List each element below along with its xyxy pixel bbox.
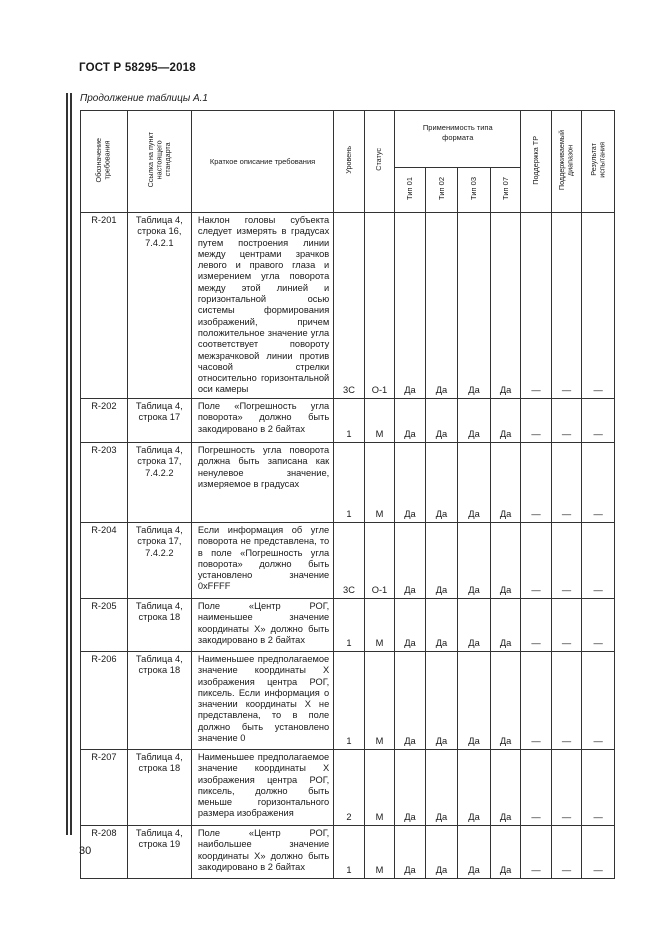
header-type-02: Тип 02 — [425, 168, 458, 213]
document-title: ГОСТ Р 58295—2018 — [79, 62, 196, 74]
requirement-id: R-204 — [81, 523, 128, 599]
type-03-cell: Да — [458, 599, 491, 652]
status-cell: М — [364, 652, 395, 750]
requirement-description: Погрешность угла поворота должна быть записана как ненулевое значение, измеряемое в градусах — [191, 443, 333, 523]
type-03-cell: Да — [458, 750, 491, 826]
type-07-cell: Да — [490, 652, 521, 750]
level-cell: 1 — [334, 652, 365, 750]
standard-reference: Таблица 4, строка 16, 7.4.2.1 — [127, 213, 191, 399]
tr-support-cell: — — [521, 523, 552, 599]
standard-reference: Таблица 4, строка 17, 7.4.2.2 — [127, 443, 191, 523]
tr-support-cell: — — [521, 826, 552, 879]
supported-range-cell: — — [551, 523, 582, 599]
type-03-cell: Да — [458, 399, 491, 443]
requirement-id: R-205 — [81, 599, 128, 652]
type-02-cell: Да — [425, 750, 458, 826]
page-number: 30 — [79, 845, 92, 857]
test-result-cell: — — [582, 213, 615, 399]
type-02-cell: Да — [425, 652, 458, 750]
type-07-cell: Да — [490, 599, 521, 652]
status-cell: М — [364, 750, 395, 826]
tr-support-cell: — — [521, 399, 552, 443]
supported-range-cell: — — [551, 599, 582, 652]
test-result-cell: — — [582, 599, 615, 652]
supported-range-cell: — — [551, 399, 582, 443]
header-type-01: Тип 01 — [395, 168, 426, 213]
standard-reference: Таблица 4, строка 18 — [127, 652, 191, 750]
type-01-cell: Да — [395, 213, 426, 399]
type-07-cell: Да — [490, 750, 521, 826]
type-02-cell: Да — [425, 826, 458, 879]
requirement-id: R-207 — [81, 750, 128, 826]
type-03-cell: Да — [458, 443, 491, 523]
header-standard-reference: Ссылка на пункт настоящего стандарта — [127, 111, 191, 213]
header-tr-support: Поддержка ТР — [521, 111, 552, 213]
status-cell: М — [364, 599, 395, 652]
supported-range-cell: — — [551, 443, 582, 523]
level-cell: 1 — [334, 443, 365, 523]
requirement-description: Поле «Центр РОГ, наименьшее значение координаты X» должно быть закодировано в 2 байтах — [191, 599, 333, 652]
requirement-description: Наклон головы субъекта следует измерять в градусах путем построения линии между центрами зрачков левого и правого глаза и измерением угла поворота между этой линией и горизонтальной осью системы формирования изображений, причем положительное значение угла соответствует повороту межзрачковой линии против часовой стрелки относительно горизонтальной оси камеры — [191, 213, 333, 399]
status-cell: М — [364, 443, 395, 523]
type-07-cell: Да — [490, 213, 521, 399]
tr-support-cell: — — [521, 750, 552, 826]
level-cell: 1 — [334, 399, 365, 443]
header-status: Статус — [364, 111, 395, 213]
requirement-id: R-208 — [81, 826, 128, 879]
requirement-description: Наименьшее предполагаемое значение координаты X изображения центра РОГ, пиксель. Если информация о значении координаты X не представлена, то в поле должно быть установлено значение 0 — [191, 652, 333, 750]
table-row — [81, 826, 615, 879]
table-row — [81, 399, 615, 443]
type-07-cell: Да — [490, 523, 521, 599]
type-02-cell: Да — [425, 443, 458, 523]
level-cell: 3С — [334, 523, 365, 599]
tr-support-cell: — — [521, 213, 552, 399]
level-cell: 1 — [334, 599, 365, 652]
type-01-cell: Да — [395, 443, 426, 523]
header-supported-range: Поддерживаемый диапазон — [551, 111, 582, 213]
header-requirement-id: Обозначение требования — [81, 111, 128, 213]
header-level: Уровень — [334, 111, 365, 213]
test-result-cell: — — [582, 443, 615, 523]
type-01-cell: Да — [395, 826, 426, 879]
status-cell: О-1 — [364, 213, 395, 399]
type-01-cell: Да — [395, 750, 426, 826]
type-02-cell: Да — [425, 213, 458, 399]
standard-reference: Таблица 4, строка 17, 7.4.2.2 — [127, 523, 191, 599]
tr-support-cell: — — [521, 443, 552, 523]
binding-line-right — [70, 93, 72, 835]
header-description: Краткое описание требования — [191, 111, 333, 213]
table-row — [81, 443, 615, 523]
type-02-cell: Да — [425, 599, 458, 652]
type-01-cell: Да — [395, 523, 426, 599]
test-result-cell: — — [582, 826, 615, 879]
test-result-cell: — — [582, 750, 615, 826]
header-type-03: Тип 03 — [458, 168, 491, 213]
tr-support-cell: — — [521, 599, 552, 652]
header-test-result: Результат испытания — [582, 111, 615, 213]
type-07-cell: Да — [490, 826, 521, 879]
type-03-cell: Да — [458, 523, 491, 599]
requirement-id: R-201 — [81, 213, 128, 399]
requirement-id: R-206 — [81, 652, 128, 750]
table-caption: Продолжение таблицы А.1 — [80, 93, 208, 104]
header-format-applicability: Применимость типа формата — [395, 111, 521, 168]
supported-range-cell: — — [551, 750, 582, 826]
table-row — [81, 523, 615, 599]
type-01-cell: Да — [395, 599, 426, 652]
level-cell: 3С — [334, 213, 365, 399]
type-01-cell: Да — [395, 399, 426, 443]
type-03-cell: Да — [458, 213, 491, 399]
standard-reference: Таблица 4, строка 18 — [127, 750, 191, 826]
requirement-description: Наименьшее предполагаемое значение координаты X изображения центра РОГ, пиксель, должно быть меньше горизонтального размера изображения — [191, 750, 333, 826]
standard-reference: Таблица 4, строка 17 — [127, 399, 191, 443]
status-cell: М — [364, 399, 395, 443]
table-row — [81, 213, 615, 399]
table-row — [81, 652, 615, 750]
requirement-description: Если информация об угле поворота не представлена, то в поле «Погрешность угла поворота» должно быть установлено значение 0xFFFF — [191, 523, 333, 599]
requirement-description: Поле «Центр РОГ, наибольшее значение координаты X» должно быть закодировано в 2 байтах — [191, 826, 333, 879]
standard-reference: Таблица 4, строка 18 — [127, 599, 191, 652]
status-cell: О-1 — [364, 523, 395, 599]
level-cell: 2 — [334, 750, 365, 826]
test-result-cell: — — [582, 523, 615, 599]
type-07-cell: Да — [490, 443, 521, 523]
requirements-table — [80, 110, 615, 879]
binding-line-left — [66, 93, 68, 835]
requirement-id: R-202 — [81, 399, 128, 443]
test-result-cell: — — [582, 652, 615, 750]
type-01-cell: Да — [395, 652, 426, 750]
supported-range-cell: — — [551, 213, 582, 399]
requirement-id: R-203 — [81, 443, 128, 523]
type-07-cell: Да — [490, 399, 521, 443]
type-02-cell: Да — [425, 523, 458, 599]
type-03-cell: Да — [458, 652, 491, 750]
level-cell: 1 — [334, 826, 365, 879]
header-type-07: Тип 07 — [490, 168, 521, 213]
type-03-cell: Да — [458, 826, 491, 879]
test-result-cell: — — [582, 399, 615, 443]
table-row — [81, 599, 615, 652]
status-cell: М — [364, 826, 395, 879]
supported-range-cell: — — [551, 826, 582, 879]
table-row — [81, 750, 615, 826]
type-02-cell: Да — [425, 399, 458, 443]
supported-range-cell: — — [551, 652, 582, 750]
tr-support-cell: — — [521, 652, 552, 750]
requirement-description: Поле «Погрешность угла поворота» должно быть закодировано в 2 байтах — [191, 399, 333, 443]
standard-reference: Таблица 4, строка 19 — [127, 826, 191, 879]
